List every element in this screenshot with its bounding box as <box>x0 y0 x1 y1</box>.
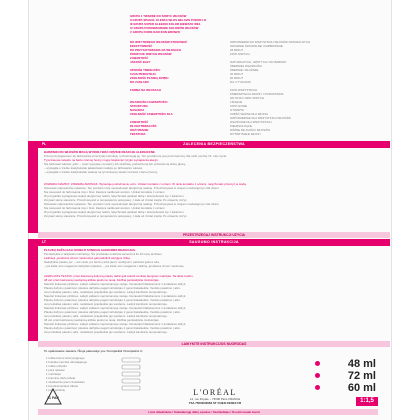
body-line: Perskaitykite ir laikykitės instrukcijų. Šis produktas neskirtas asmenims iki 16 metų amžiaus. <box>44 252 163 256</box>
address-line: 14, rue Royale – 75008 Paris FRANCE <box>189 397 241 401</box>
product-icons <box>118 356 178 392</box>
spec-value: ZNIEKSZTAŁCA WŁOSY I POZOSTAWIA <box>230 92 284 96</box>
warning-line: PLAUKŲ DAŽAI GALI SUKELTI SUNKIAS ALERGINES REAKCIJAS. <box>44 248 136 252</box>
body-line: Jei produktas pateko į akis, nedelsiant praplaukite jas vandeniu. Laikyti kambario temperatūroje. <box>44 290 168 294</box>
spec-label: NASADKA <box>130 108 145 112</box>
body-line: Zmywać skórę starannie, Przechowywać w temperaturze pokojowej, z dala od źródeł ciepła. Po otwarciu zużyć. <box>44 198 188 202</box>
bullet-icon <box>315 361 320 366</box>
spec-value: ODCIENIE NATURALNE I FARBOWANE <box>230 44 283 48</box>
body-line: – jūs kada nors reagavote dažydami plaukus, – jūs kada nors reagavote į laikiną „juodosios chnos“ tatuiruotę. <box>44 264 185 268</box>
section1-body-b <box>44 182 374 230</box>
spec-value: ŚREDNIE I DŁUŻSZE <box>230 68 259 72</box>
body-line: Laikinieji „juodosios chnos“ tatuiruotės gali padidinti alergijos riziką. <box>44 256 131 260</box>
spec-label: DO PRZYGOTOWANIA NA WŁOSACH <box>130 48 182 52</box>
group-line: II GRUPA SPAGOL KLESKA WLOS BELAVIS PUDOR LO <box>130 18 207 22</box>
spec-value: ODPOWIEDNI DO WSZYSTKICH WŁOSÓW NATURALNYCH <box>230 40 310 44</box>
spec-table-1 <box>130 40 360 86</box>
section-header-instructions: PRZESTRZEGAJ INSTRUKCJI UŻYCIA <box>38 232 390 238</box>
spec-label: ZDOLNOŚĆ ZAWARTOŚCI DLA <box>130 112 173 116</box>
spec-label: POKRYCIE SIWYCH WŁOSÓW <box>130 52 172 56</box>
contents-item: 1 oksidacinio pieno buteliukas <box>46 380 85 384</box>
spec-value: 100% WSZYSTKICH <box>230 88 258 92</box>
lang-tag-pl: PL <box>39 142 49 147</box>
side-accent-bar <box>28 239 38 341</box>
spec-value: NATURALNYCH, GĘSTYCH I DO BARDZO <box>230 60 287 64</box>
volume-3: 60 ml <box>347 382 376 394</box>
body-line: 48 val. prieš kiekvieną naudojimą atlikite jautrumo testą. Atidžiai perskaitykite instrukcijas. <box>44 278 160 282</box>
body-line: Stosować odpowiednie rękawice. Ten produkt może spowodować alergiczną reakcję. Przechowywać w miejscu niedostępnym dla dzieci. <box>44 186 220 190</box>
body-line: Stosować odpowiednie rękawice. Ten produkt może spowodować alergiczną reakcję. Przechowywać w miejscu niedostępnym dla dzieci. <box>44 202 220 206</box>
ratio-badge: 1:1,5 <box>356 397 378 406</box>
body-line: Przed przystąpieniem do farbowania przeczytaj instrukcję i przestrzegaj jej. Ten produkt nie jest przeznaczony dla osób poniżej 16. roku życia. <box>44 154 227 158</box>
group-line: V GRUPA FODIS KAM KON BRUNZO <box>130 30 181 34</box>
spec-value: PIELĘGNUJĄCE <box>230 124 252 128</box>
body-line: ZAWIERA DIAMINY. ZAWIERA AMONIAK. Wywołuje podrażnienie oczu. Unikać kontaktu z oczami. W razie kontaktu z oczami, natychmiast przemyć je wodą. <box>44 182 247 186</box>
spec-value: ODPOWIEDNIE DLA WSZYSTKICH WŁOSÓW <box>230 116 291 120</box>
side-accent-bar <box>28 141 38 233</box>
spec-value: WYTRZYMAŁE WŁOSY <box>230 132 262 136</box>
spec-value: 100% NOWE <box>230 104 248 108</box>
section-header-safety: ZALECENIA BEZPIECZEŃSTWA <box>38 141 390 148</box>
bullet-icon <box>315 385 320 390</box>
brand-logo: L'ORÉAL <box>193 388 237 397</box>
spec-value: 40 MINUT <box>230 72 244 76</box>
contents-item: 1 instrukcja <box>46 372 61 376</box>
spec-label: ZAWARTOŚĆ <box>130 120 149 124</box>
spec-value: DO 4 TYGODNI <box>230 80 251 84</box>
top-groups <box>130 14 330 38</box>
body-line: Jei produktas pateko į akis, nedelsiant praplaukite jas vandeniu. Laikyti kambario temperatūroje. <box>44 302 168 306</box>
section3-body <box>44 248 374 272</box>
spec-label: JAKOŚĆ BAZY <box>130 60 151 64</box>
body-line: – wystąpiła u Ciebie kiedykolwiek reakcja na tymczasowy tatuaż na bazie czarnej henny. <box>44 170 158 174</box>
section-header-lt: SAUGUMO INSTRUKCIJA <box>38 239 390 246</box>
spec-value: 100% SIWYCH <box>230 52 250 56</box>
spec-value: ŚREDNIEJ WŁASNOŚCI <box>230 64 263 68</box>
body-line: ALERGIJOS TESTAS: prieš kiekvieną dažymą plaukų dažai gali sukelti sunkias alergines reakcijas. Tai labai svarbu. <box>44 274 194 278</box>
warning-line: BARWNIKI DO WŁOSÓW MOGĄ WYWOŁYWAĆ CIĘŻKIE REAKCJE ALERGICZNE. <box>44 150 156 154</box>
contents-list <box>46 356 116 392</box>
contents-item: 1 pora pirštinių <box>46 388 66 392</box>
spec-label: ZAWARTOŚĆ <box>130 56 149 60</box>
lang-tag-lt: LT <box>39 240 49 245</box>
group-line: IV GRUPA PODOWADZENIE KOLORÓW WŁOSÓW <box>130 26 199 30</box>
contents-header <box>44 349 380 355</box>
body-line: Plaukų dažymo patarimai: plaukus dažykite pagal instrukcijas ir gerai išskalaukite. Venkite patekimo į akis. <box>44 310 181 314</box>
spec-row <box>130 80 360 84</box>
body-line: Zmywać skórę starannie, Przechowywać w temperaturze pokojowej, z dala od źródeł ciepła. Po otwarciu zużyć. <box>44 214 188 218</box>
body-line: Jei produktas pateko į akis, nedelsiant praplaukite jas vandeniu. Laikyti kambario temperatūroje. <box>44 314 168 318</box>
spec-label: FORMA NA WŁOSACH <box>130 88 161 92</box>
contents-item: 1 para rękawic <box>46 368 65 372</box>
spec-table-2 <box>130 88 360 138</box>
contents-item: 1 kreminių dažų tūbelė <box>46 376 76 380</box>
section1-body <box>44 150 374 180</box>
group-line: III GRUPA SUPER GLEBOKI KOLOR BIEWAZO WEŁ <box>130 22 201 26</box>
body-line: W przypadku wystąpienia reakcji alergicznej należy natychmiast spłukać farbę i skonsultować się z lekarzem. <box>44 210 185 214</box>
spec-label: ODŻYWIANIE <box>130 128 149 132</box>
spec-label: CZAS PRZESTOJU <box>130 72 156 76</box>
body-line: Jei produktas pateko į akis, nedelsiant praplaukite jas vandeniu. Laikyti kambario temperatūroje. <box>44 330 168 334</box>
spec-label: STRUKTURA <box>130 104 148 108</box>
spec-value: 25 MINUT <box>230 48 244 52</box>
body-line: 48 val. prieš kiekvieną naudojimą atlikite jautrumo testą. Atidžiai perskaitykite instrukcijas. <box>44 318 160 322</box>
spec-label: WŁASNOŚCI ZAWARTOŚCI <box>130 100 168 104</box>
recycling-code: 21 PAP <box>47 396 59 400</box>
body-line: Plaukų dažymo patarimai: plaukus dažykite pagal instrukcijas ir gerai išskalaukite. Venkite patekimo į akis. <box>44 326 181 330</box>
address-line: TSA 75000/30084 ST OUEN CEDEX FR <box>188 401 242 405</box>
address-block <box>140 397 290 407</box>
spec-value: 60 MINUT <box>230 76 244 80</box>
product-illustrations <box>118 356 178 392</box>
bullet-icon <box>315 373 320 378</box>
body-line: Plaukų dažymo patarimai: plaukus dažykite pagal instrukcijas ir gerai išskalaukite. Venkite patekimo į akis. <box>44 286 181 290</box>
contents-item: 1 kondicionieriaus tūbelė <box>46 384 79 388</box>
section-header-lt-instructions: LAIKYKITE INSTRUKCIJOS NUORODAS <box>38 341 390 347</box>
spec-label: DO ZAKŁADU <box>130 80 149 84</box>
body-line: Naudoti tinkamas pirštines. Laikyti vaikams neprieinamoje vietoje. Nenaudoti blakstienoms ir antakiams dažyti. <box>44 282 187 286</box>
volume-1: 48 ml <box>347 358 376 370</box>
spec-value: OD 50 DO 100% SIWYCH <box>230 96 264 100</box>
contents-item: 1 tubka odżywki <box>46 364 67 368</box>
body-line: Nedažykite plaukų, jei: – ant veido yra bėrimų arba jautri, sudirgusi ir pažeista galvos oda, <box>44 260 160 264</box>
contents-item: 1 tubka kremu koloryzującego <box>46 356 85 360</box>
body-line: – wystąpiła u Ciebie kiedykolwiek jakakolwiek reakcja po farbowaniu włosów, <box>44 166 143 170</box>
contents-item: 1 butelka mleczka utleniającego <box>46 360 88 364</box>
body-line: Naudoti tinkamas pirštines. Laikyti vaikams neprieinamoje vietoje. Nenaudoti blakstienoms ir antakiams dažyti. <box>44 306 187 310</box>
group-line: GRUPA 1 TWARDE DO SFIRYC WŁOSÓW <box>130 14 187 18</box>
spec-value: LŚNIĄCE <box>230 100 243 104</box>
spec-label: ZDOLNOŚĆ PŁAWIĄ DZIĘKI <box>130 76 169 80</box>
spec-label: SPOSÓB TRWAŁOŚCI <box>130 68 161 72</box>
body-line: Naudoti tinkamas pirštines. Laikyti vaikams neprieinamoje vietoje. Nenaudoti blakstienoms ir antakiams dažyti. <box>44 322 187 326</box>
volume-2: 72 ml <box>347 370 376 382</box>
footer-text: Lista składników / Sudedamųjų dalių sąrašas / Sastāvdaļas / Koostisosade loend <box>148 410 260 414</box>
spec-label: TEKSTURA <box>130 132 146 136</box>
body-line: Naudoti tinkamas pirštines. Laikyti vaikams neprieinamoje vietoje. Nenaudoti blakstienoms ir antakiams dažyti. <box>44 294 187 298</box>
body-line: Tymczasowe tatuaże na bazie czarnej henny mogą zwiększać ryzyko wystąpienia alergii. <box>44 158 159 162</box>
spec-value: OTWARTA <box>230 108 244 112</box>
contents-header-text: To opakowanie zawiera / Šioje pakuotėje yra / Komplektā / Komplekts ir: <box>44 349 144 353</box>
spec-label: DO WIZYTOWEGO WŁOSÓW STOSOWAĆ <box>130 40 188 44</box>
spec-value: WŁAŚCIWE DLA WSZYSTKICH <box>230 120 272 124</box>
spec-label: EFEKTYWNOŚĆ <box>130 44 153 48</box>
spec-label: DŁUGOTRWAŁOŚĆ <box>130 124 157 128</box>
body-line: Nie farbować włosów, jeśli: – masz wysypkę na twarzy lub wrażliwą, podrażnioną lub uszkodzoną skórę głowy, <box>44 162 186 166</box>
body-line: Nie stosować do farbowania rzęs i brwi. Zawiera nadtlenek wodoru. Unikać kontaktu z oczami. <box>44 190 166 194</box>
spec-value: RÓŻNE DŁUGOŚCI WŁOSÓW <box>230 128 271 132</box>
section3-body-b <box>44 274 374 338</box>
body-line: W przypadku wystąpienia reakcji alergicznej należy natychmiast spłukać farbę i skonsultować się z lekarzem. <box>44 194 185 198</box>
spec-row <box>130 132 360 136</box>
spec-value: CZĘŚĆ WAŻNA DLA WŁOSA <box>230 112 269 116</box>
body-line: Plaukų dažymo patarimai: plaukus dažykite pagal instrukcijas ir gerai išskalaukite. Venkite patekimo į akis. <box>44 298 181 302</box>
body-line: Nie stosować do farbowania rzęs i brwi. Zawiera nadtlenek wodoru. Unikać kontaktu z oczami. <box>44 206 166 210</box>
